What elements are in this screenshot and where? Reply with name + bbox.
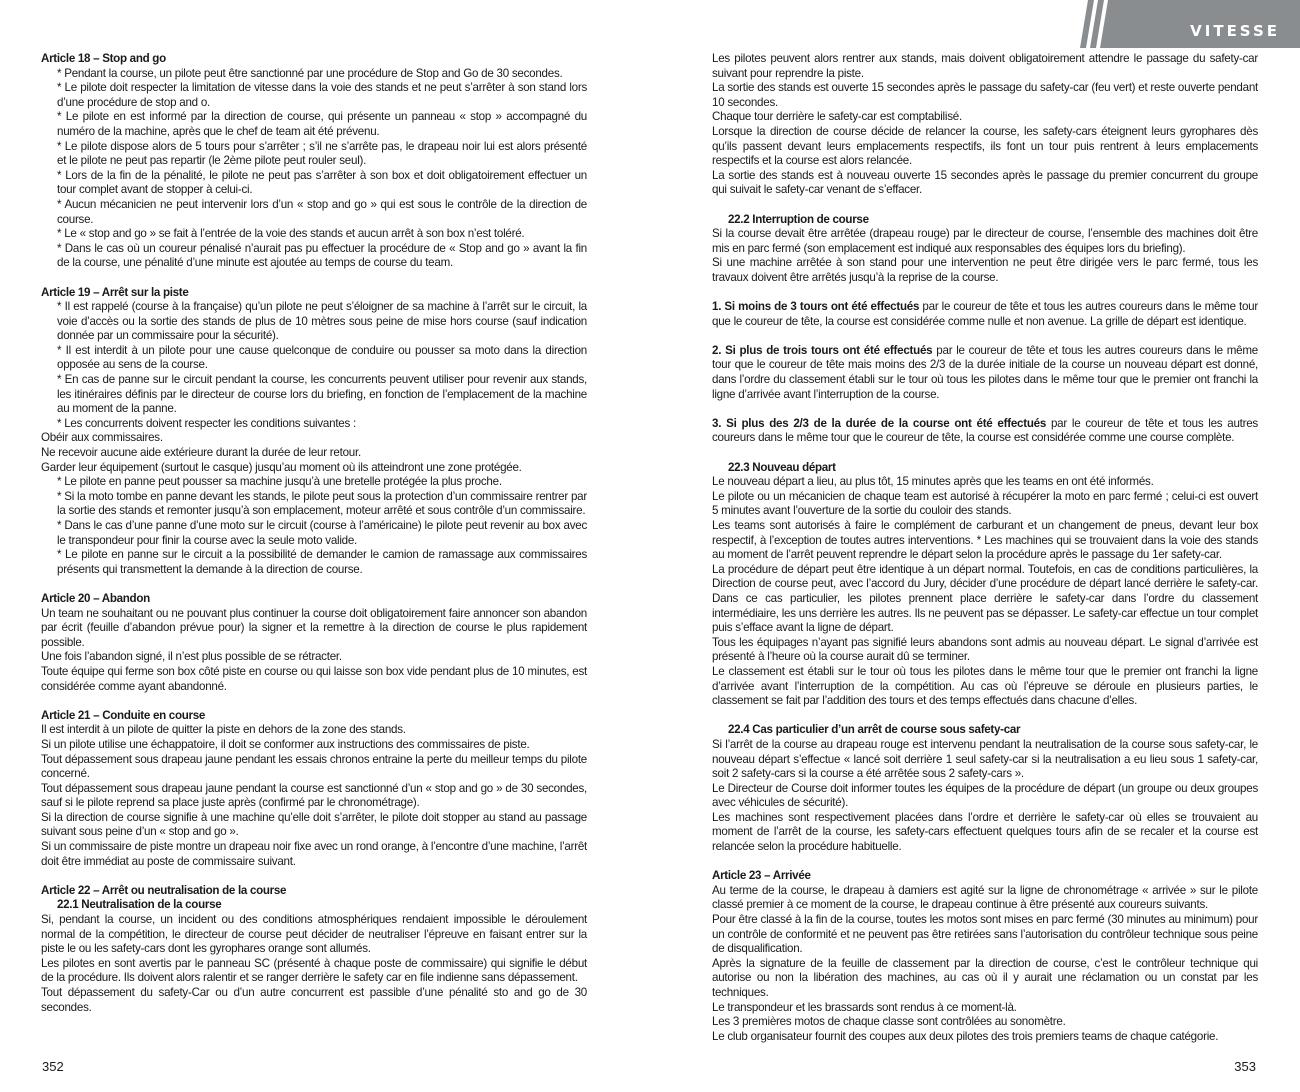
spacer bbox=[712, 446, 1258, 461]
subsection-heading: 22.2 Interruption de course bbox=[728, 212, 869, 226]
paragraph: * Pendant la course, un pilote peut être sanctionné par une procédure de Stop and Go de 30 secondes. bbox=[57, 66, 563, 80]
paragraph: Le nouveau départ a lieu, au plus tôt, 15 minutes après que les teams en ont été informés. bbox=[712, 475, 1154, 489]
paragraph: Les machines sont respectivement placées dans l’ordre et derrière le safety-car où elles se trouvaient au moment de l’arrêt de la course, les safety-cars effectuent quelques tours afin de se recaler et la course est relancée selon la procédure habituelle. bbox=[712, 810, 1258, 854]
paragraph: Si un commissaire de piste montre un drapeau noir fixe avec un rond orange, à l’encontre d’une machine, l’arrêt doit être immédiat au poste de commissaire suivant. bbox=[41, 840, 587, 868]
article-heading: Article 18 – Stop and go bbox=[41, 52, 166, 65]
spacer bbox=[712, 709, 1258, 724]
paragraph: Les 3 premières motos de chaque classe sont contrôlées au sonomètre. bbox=[712, 1015, 1066, 1029]
paragraph: * En cas de panne sur le circuit pendant la course, les concurrents peuvent utiliser pour revenir aux stands, les itinéraires définis par le directeur de course lors du briefing, en fonction de l’emplacement de la machine au moment de la panne. bbox=[57, 373, 587, 416]
paragraph: Les teams sont autorisés à faire le complément de carburant et un changement de pneus, devant leur box respectif, à l’exception de toutes autres interventions. * Les machines qui se trouvaient dans la voie des stands au moment de l’arrêt peuvent reprendre le départ selon la procédure après le passage du 1er safety-car. bbox=[712, 519, 1258, 562]
article-heading: Article 23 – Arrivée bbox=[712, 869, 811, 883]
paragraph: Le club organisateur fournit des coupes aux deux pilotes des trois premiers teams de chaque catégorie. bbox=[712, 1029, 1219, 1043]
paragraph: * Le pilote en panne peut pousser sa machine jusqu’à une bretelle protégée la plus proche. bbox=[57, 475, 502, 489]
paragraph: * Les concurrents doivent respecter les conditions suivantes : bbox=[57, 416, 356, 430]
paragraph: * Si la moto tombe en panne devant les stands, le pilote peut sous la protection d’un commissaire rentrer par la sortie des stands et remonter jusqu’à son emplacement, moteur arrêté et sous contrôle d’un commissaire. bbox=[57, 489, 587, 518]
paragraph: Si la course devait être arrêtée (drapeau rouge) par le directeur de course, l’ensemble des machines doit être mis en parc fermé (son emplacement est indiqué aux responsables des équipes lors du briefing). bbox=[712, 227, 1258, 255]
spacer bbox=[712, 286, 1258, 301]
paragraph: * Dans le cas d’une panne d’une moto sur le circuit (course à l’américaine) le pilote peut revenir au box avec le transpondeur pour finir la course avec la seule moto valide. bbox=[57, 519, 587, 547]
spacer bbox=[712, 198, 1258, 213]
paragraph: La sortie des stands est ouverte 15 secondes après le passage du safety-car (feu vert) et reste ouverte pendant 10 secondes. bbox=[712, 81, 1258, 109]
paragraph: Le Directeur de Course doit informer toutes les équipes de la procédure de départ (un groupe ou deux groupes avec véhicules de sécurité). bbox=[712, 781, 1258, 810]
paragraph-body: par le coureur de tête et tous les autres coureurs dans le même tour que le coureur de tête, la course est considérée comme nulle et non avenue. La grille de départ est identique. bbox=[712, 300, 1258, 328]
paragraph bbox=[712, 344, 1258, 402]
article-heading: Article 19 – Arrêt sur la piste bbox=[41, 285, 189, 299]
paragraph: Les pilotes en sont avertis par le panneau SC (présenté à chaque poste de commissaire) qui signifie le début de la procédure. Ils doivent alors ralentir et se ranger derrière le safety car en file indienne sans dépassement. bbox=[41, 956, 587, 985]
spacer bbox=[712, 402, 1258, 417]
paragraph: Lorsque la direction de course décide de relancer la course, les safety-cars éteignent leurs gyrophares dès qu’ils passent devant leurs emplacements respectifs, ils font un tour puis rentrent à leurs emplacements respectifs et la course est alors relancée. bbox=[712, 124, 1258, 168]
right-page bbox=[650, 0, 1300, 1092]
paragraph: * Le pilote en panne sur le circuit a la possibilité de demander le camion de ramassage aux commissaires présents qui transmettent la demande à la direction de course. bbox=[57, 548, 587, 576]
paragraph: Tout dépassement sous drapeau jaune pendant la course est sanctionné d’un « stop and go » de 30 secondes, sauf si le pilote reprend sa place juste après (confirmé par le chronométrage). bbox=[41, 781, 587, 810]
paragraph: Chaque tour derrière le safety-car est comptabilisé. bbox=[712, 110, 962, 124]
paragraph: * Il est interdit à un pilote pour une cause quelconque de conduire ou pousser sa moto dans la direction opposée au sens de la course. bbox=[57, 343, 587, 372]
article-heading: Article 21 – Conduite en course bbox=[41, 708, 206, 722]
paragraph bbox=[712, 300, 1258, 329]
spacer bbox=[41, 694, 587, 709]
paragraph-lead: 1. Si moins de 3 tours ont été effectués bbox=[712, 300, 920, 314]
spacer bbox=[712, 329, 1258, 344]
paragraph: La procédure de départ peut être identique à un départ normal. Toutefois, en cas de conditions particulières, la Direction de course peut, avec l’accord du Jury, décider d’une procédure de départ lancé derrière le safety-car. Dans ce cas particulier, les pilotes prennent place derrière le safety-car dans l’ordre du classement intermédiaire, les uns derrière les autres. Ils ne peuvent pas se dépasser. Le safety-car effectue un tour complet puis s’efface avant la ligne de départ. bbox=[712, 562, 1258, 635]
paragraph: Garder leur équipement (surtout le casque) jusqu’au moment où ils atteindront une zone protégée. bbox=[41, 460, 522, 474]
paragraph: Ne recevoir aucune aide extérieure durant la durée de leur retour. bbox=[41, 446, 361, 460]
page-number-right: 353 bbox=[1234, 1059, 1256, 1074]
paragraph: Le classement est établi sur le tour où tous les pilotes dans le même tour que le premier ont franchi la ligne d’arrivée avant l’interruption de la compétition. Au cas où l’épreuve se déroule en plusieurs parties, le classement se fait par l’addition des tours et des temps effectués dans chacune d’elles. bbox=[712, 664, 1258, 708]
paragraph: Si une machine arrêtée à son stand pour une intervention ne peut être dirigée vers le parc fermé, tous les travaux doivent être arrêtés jusqu’à la reprise de la course. bbox=[712, 256, 1258, 284]
paragraph: * Le pilote en est informé par la direction de course, qui présente un panneau « stop » accompagné du numéro de la machine, après que le chef de team ait été prévenu. bbox=[57, 110, 587, 138]
paragraph: Tout dépassement du safety-Car ou d’un autre concurrent est passible d’une pénalité sto and go de 30 secondes. bbox=[41, 986, 587, 1014]
article-heading: Article 22 – Arrêt ou neutralisation de la course bbox=[41, 883, 287, 897]
section-title: VITESSE bbox=[1190, 22, 1280, 40]
paragraph: Le pilote ou un mécanicien de chaque team est autorisé à récupérer la moto en parc fermé ; celui-ci est ouvert 5 minutes avant l’ouverture de la sortie du couloir des stands. bbox=[712, 489, 1258, 518]
paragraph: La sortie des stands est à nouveau ouverte 15 secondes après le passage du premier concurrent du groupe qui suivait le safety-car venant de s’effacer. bbox=[712, 168, 1258, 197]
paragraph: * Le pilote doit respecter la limitation de vitesse dans la voie des stands et ne peut s’arrêter à son stand lors d’une procédure de stop and o. bbox=[57, 81, 587, 109]
paragraph-lead: 3. Si plus des 2/3 de la durée de la course ont été effectués bbox=[712, 416, 1047, 430]
paragraph: * Aucun mécanicien ne peut intervenir lors d’un « stop and go » qui est sous le contrôle de la direction de course. bbox=[57, 197, 587, 226]
subsection-heading: 22.4 Cas particulier d’un arrêt de course sous safety-car bbox=[728, 723, 1021, 737]
paragraph: Si la direction de course signifie à une machine qu’elle doit s’arrêter, le pilote doit stopper au stand au passage suivant sous peine d’un « stop and go ». bbox=[41, 810, 587, 839]
paragraph: Une fois l’abandon signé, il n’est plus possible de se rétracter. bbox=[41, 650, 342, 664]
paragraph: Il est interdit à un pilote de quitter la piste en dehors de la zone des stands. bbox=[41, 723, 406, 737]
subsection-heading: 22.3 Nouveau départ bbox=[728, 460, 836, 474]
paragraph: Tous les équipages n’ayant pas signifié leurs abandons sont admis au nouveau départ. Le signal d’arrivée est présenté à l’heure où la course aurait dû se terminer. bbox=[712, 635, 1258, 664]
spacer bbox=[41, 577, 587, 592]
right-page-text bbox=[712, 52, 1258, 1044]
paragraph: Un team ne souhaitant ou ne pouvant plus continuer la course doit obligatoirement faire annoncer son abandon par écrit (feuille d’abandon prévue pour) la signer et la remettre à la direction de course le plus rapidement possible. bbox=[41, 606, 587, 649]
paragraph: Les pilotes peuvent alors rentrer aux stands, mais doivent obligatoirement attendre le passage du safety-car suivant pour reprendre la piste. bbox=[712, 52, 1258, 80]
paragraph: Pour être classé à la fin de la course, toutes les motos sont mises en parc fermé (30 minutes au minimum) pour un contrôle de conformité et ne peuvent pas être retirées sans l’autorisation du contrôleur technique sous peine de disqualification. bbox=[712, 913, 1258, 956]
article-heading: Article 20 – Abandon bbox=[41, 591, 150, 605]
paragraph: Toute équipe qui ferme son box côté piste en course ou qui laisse son box vide pendant plus de 10 minutes, est considérée comme ayant abandonné. bbox=[41, 664, 587, 693]
paragraph-body: par le coureur de tête et tous les autres coureurs dans le même tour que le coureur de tête, la course est considérée comme une course complète. bbox=[712, 416, 1258, 445]
paragraph-body: par le coureur de tête et tous les autres coureurs dans le même tour que le coureur de tête mais moins des 2/3 de la durée initiale de la course un nouveau départ est donné, dans l’ordre du classement établi sur le tour où tous les pilotes dans le même tour que le premier ont franchi la ligne d’arrivée avant l’interruption de la course. bbox=[712, 343, 1258, 401]
paragraph-lead: 2. Si plus de trois tours ont été effectués bbox=[712, 343, 933, 357]
paragraph: * Lors de la fin de la pénalité, le pilote ne peut pas s’arrêter à son box et doit obligatoirement effectuer un tour complet avant de stopper à celui-ci. bbox=[57, 168, 587, 197]
paragraph: Après la signature de la feuille de classement par la direction de course, c’est le contrôleur technique qui autorise ou non la libération des machines, au cas où il y aurait une réclamation ou un constat par les techniques. bbox=[712, 956, 1258, 999]
subsection-heading: 22.1 Neutralisation de la course bbox=[57, 898, 222, 912]
paragraph: * Il est rappelé (course à la française) qu’un pilote ne peut s’éloigner de sa machine à l’arrêt sur le circuit, la voie d’accès ou la sortie des stands de plus de 10 mètres sous peine de mise hors course (sauf indication donnée par un commissaire pour la sécurité). bbox=[57, 300, 587, 343]
spacer bbox=[41, 271, 587, 286]
paragraph: Au terme de la course, le drapeau à damiers est agité sur la ligne de chronométrage « arrivée » sur le pilote classé premier à ce moment de la course, le drapeau continue à être présenté aux coureurs suivants. bbox=[712, 883, 1258, 912]
paragraph bbox=[712, 417, 1258, 446]
spacer bbox=[712, 855, 1258, 870]
paragraph: Le transpondeur et les brassards sont rendus à ce moment-là. bbox=[712, 1000, 1017, 1014]
paragraph: Si l’arrêt de la course au drapeau rouge est intervenu pendant la neutralisation de la course sous safety-car, le nouveau départ s’effectue « lancé soit derrière 1 seul safety-car si la neutralisation a eu lieu sous 1 safety-car, soit 2 safety-cars si la course a été arrêtée sous 2 safety-cars ». bbox=[712, 737, 1258, 781]
paragraph: * Le pilote dispose alors de 5 tours pour s’arrêter ; s’il ne s’arrête pas, le drapeau noir lui est alors présenté et le pilote ne peut pas repartir (le 2ème pilote peut rouler seul). bbox=[57, 139, 587, 168]
paragraph: Si un pilote utilise une échappatoire, il doit se conformer aux instructions des commissaires de piste. bbox=[41, 737, 530, 751]
page-number-left: 352 bbox=[42, 1059, 64, 1074]
spacer bbox=[41, 869, 587, 884]
paragraph: Si, pendant la course, un incident ou des conditions atmosphériques rendaient impossible le déroulement normal de la compétition, le directeur de course peut décider de neutraliser l’épreuve en faisant entrer sur la piste le ou les safety-cars dont les gyrophares orange sont allumés. bbox=[41, 913, 587, 956]
paragraph: * Le « stop and go » se fait à l’entrée de la voie des stands et aucun arrêt à son box n’est toléré. bbox=[57, 227, 525, 241]
paragraph: * Dans le cas où un coureur pénalisé n’aurait pas pu effectuer la procédure de « Stop and go » avant la fin de la course, une pénalité d’une minute est ajoutée au temps de course du team. bbox=[57, 241, 587, 270]
paragraph: Obéir aux commissaires. bbox=[41, 431, 163, 445]
left-page-text bbox=[41, 52, 587, 1015]
paragraph: Tout dépassement sous drapeau jaune pendant les essais chronos entraine la perte du meilleur temps du pilote concerné. bbox=[41, 752, 587, 781]
